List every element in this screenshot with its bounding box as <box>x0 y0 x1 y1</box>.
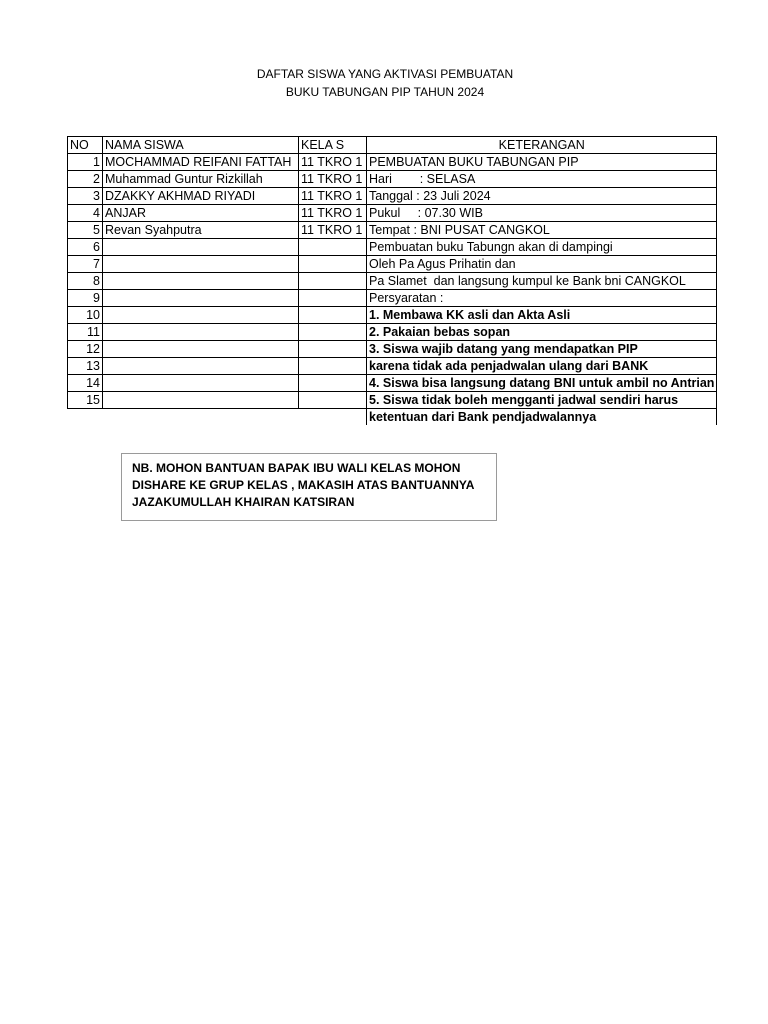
table-row <box>68 222 717 239</box>
kelas-cell <box>299 256 367 273</box>
keterangan-cell: Tempat : BNI PUSAT CANGKOL <box>367 222 717 239</box>
kelas-cell <box>299 324 367 341</box>
kelas-cell <box>299 392 367 409</box>
kelas-cell <box>299 375 367 392</box>
empty-cell <box>299 409 367 426</box>
no-cell: 2 <box>68 171 103 188</box>
table-row <box>68 205 717 222</box>
note-line: NB. MOHON BANTUAN BAPAK IBU WALI KELAS MOHON <box>132 461 461 475</box>
no-cell: 10 <box>68 307 103 324</box>
table-row <box>68 290 717 307</box>
keterangan-cell: 5. Siswa tidak boleh mengganti jadwal sendiri harus <box>367 392 717 409</box>
nama-siswa-cell <box>103 358 299 375</box>
no-cell: 15 <box>68 392 103 409</box>
empty-cell <box>103 409 299 426</box>
nama-siswa-cell: Muhammad Guntur Rizkillah <box>103 171 299 188</box>
keterangan-cell: 3. Siswa wajib datang yang mendapatkan PIP <box>367 341 717 358</box>
nama-siswa-cell: Revan Syahputra <box>103 222 299 239</box>
no-cell: 1 <box>68 154 103 171</box>
nama-siswa-cell <box>103 324 299 341</box>
table-row <box>68 239 717 256</box>
kelas-cell: 11 TKRO 1 <box>299 205 367 222</box>
table-row <box>68 256 717 273</box>
kelas-cell <box>299 273 367 290</box>
student-table <box>67 136 717 425</box>
kelas-cell <box>299 239 367 256</box>
keterangan-cell: Hari : SELASA <box>367 171 717 188</box>
keterangan-cell: Pukul : 07.30 WIB <box>367 205 717 222</box>
kelas-cell: 11 TKRO 1 <box>299 222 367 239</box>
keterangan-cell: ketentuan dari Bank pendjadwalannya <box>367 409 717 426</box>
nama-siswa-cell <box>103 307 299 324</box>
table-row <box>68 358 717 375</box>
table-row <box>68 273 717 290</box>
kelas-cell: 11 TKRO 1 <box>299 171 367 188</box>
nama-siswa-cell <box>103 256 299 273</box>
keterangan-cell: Pa Slamet dan langsung kumpul ke Bank bni CANGKOL <box>367 273 717 290</box>
page-title-line-1: DAFTAR SISWA YANG AKTIVASI PEMBUATAN <box>256 67 514 81</box>
kelas-cell <box>299 307 367 324</box>
keterangan-cell: Oleh Pa Agus Prihatin dan <box>367 256 717 273</box>
no-cell: 4 <box>68 205 103 222</box>
keterangan-cell: PEMBUATAN BUKU TABUNGAN PIP <box>367 154 717 171</box>
keterangan-cell: 1. Membawa KK asli dan Akta Asli <box>367 307 717 324</box>
keterangan-cell: Tanggal : 23 Juli 2024 <box>367 188 717 205</box>
nama-siswa-cell: DZAKKY AKHMAD RIYADI <box>103 188 299 205</box>
keterangan-cell: Pembuatan buku Tabungn akan di dampingi <box>367 239 717 256</box>
table-row <box>68 341 717 358</box>
no-cell: 5 <box>68 222 103 239</box>
no-cell: 13 <box>68 358 103 375</box>
nama-siswa-cell <box>103 392 299 409</box>
table-row <box>68 409 717 426</box>
column-header-kelas: KELA S <box>299 137 367 154</box>
table-row <box>68 324 717 341</box>
table-row <box>68 188 717 205</box>
empty-cell <box>68 409 103 426</box>
no-cell: 6 <box>68 239 103 256</box>
note-line: DISHARE KE GRUP KELAS , MAKASIH ATAS BANTUANNYA <box>132 478 475 492</box>
table-row <box>68 154 717 171</box>
nama-siswa-cell: MOCHAMMAD REIFANI FATTAH <box>103 154 299 171</box>
nama-siswa-cell <box>103 341 299 358</box>
table-row <box>68 375 717 392</box>
kelas-cell <box>299 290 367 307</box>
nama-siswa-cell <box>103 239 299 256</box>
column-header-no: NO <box>68 137 103 154</box>
no-cell: 3 <box>68 188 103 205</box>
keterangan-cell: 2. Pakaian bebas sopan <box>367 324 717 341</box>
kelas-cell <box>299 341 367 358</box>
nama-siswa-cell <box>103 290 299 307</box>
no-cell: 14 <box>68 375 103 392</box>
column-header-keterangan: KETERANGAN <box>367 137 717 154</box>
no-cell: 9 <box>68 290 103 307</box>
keterangan-cell: Persyaratan : <box>367 290 717 307</box>
kelas-cell: 11 TKRO 1 <box>299 188 367 205</box>
table-row <box>68 307 717 324</box>
nama-siswa-cell <box>103 273 299 290</box>
note-line: JAZAKUMULLAH KHAIRAN KATSIRAN <box>132 495 355 509</box>
no-cell: 11 <box>68 324 103 341</box>
nama-siswa-cell: ANJAR <box>103 205 299 222</box>
table-row <box>68 392 717 409</box>
note-box <box>121 453 497 521</box>
nama-siswa-cell <box>103 375 299 392</box>
column-header-nama-siswa: NAMA SISWA <box>103 137 299 154</box>
table-row <box>68 171 717 188</box>
no-cell: 7 <box>68 256 103 273</box>
no-cell: 12 <box>68 341 103 358</box>
no-cell: 8 <box>68 273 103 290</box>
header-row <box>68 137 717 154</box>
keterangan-cell: karena tidak ada penjadwalan ulang dari BANK <box>367 358 717 375</box>
kelas-cell <box>299 358 367 375</box>
keterangan-cell: 4. Siswa bisa langsung datang BNI untuk ambil no Antrian <box>367 375 717 392</box>
kelas-cell: 11 TKRO 1 <box>299 154 367 171</box>
page-title-line-2: BUKU TABUNGAN PIP TAHUN 2024 <box>285 85 485 99</box>
